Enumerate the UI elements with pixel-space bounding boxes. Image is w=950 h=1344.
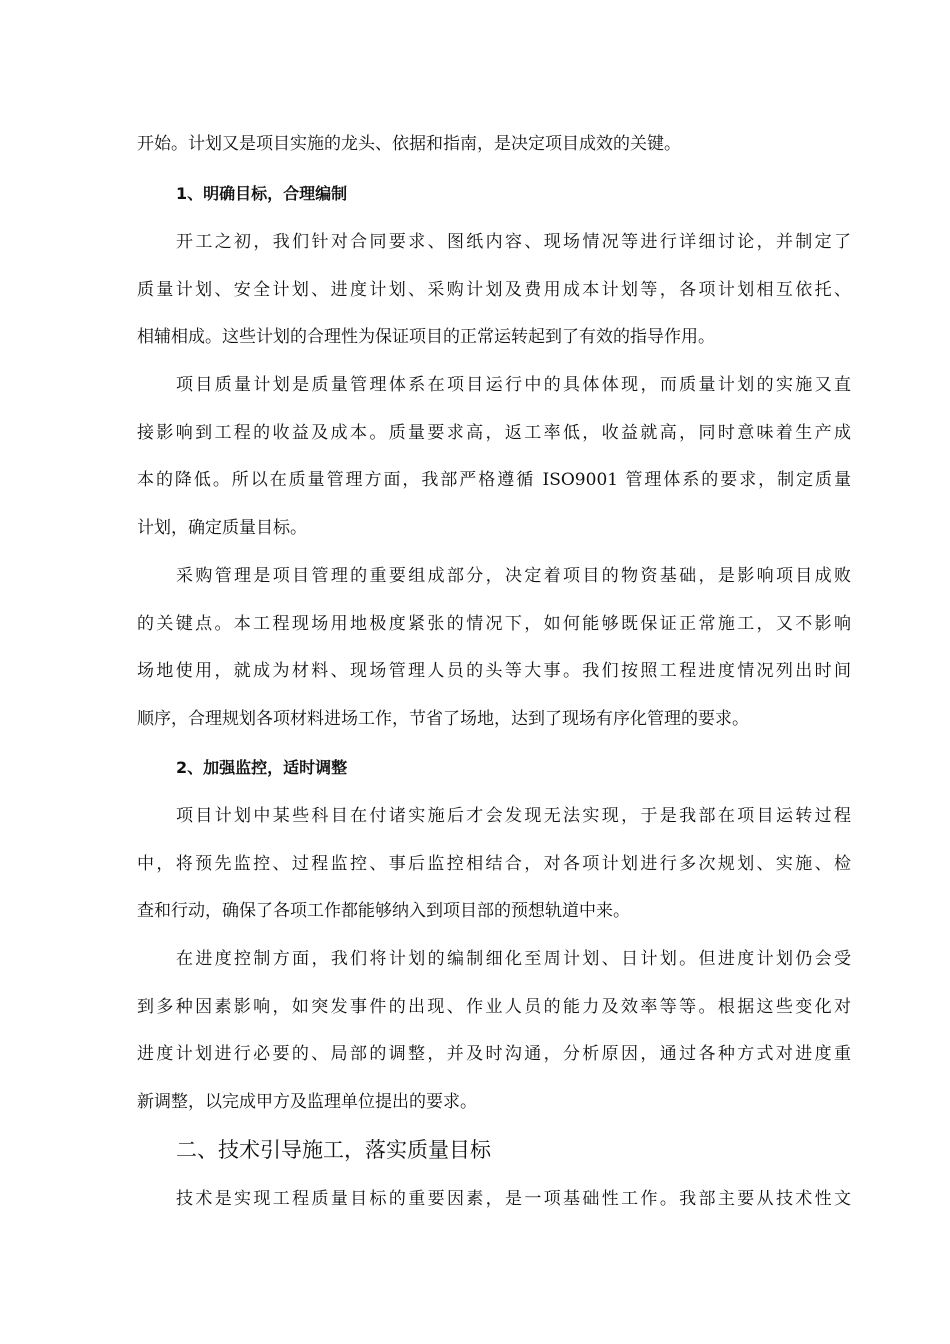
para4-line3: 查和行动，确保了各项工作都能够纳入到项目部的预想轨道中来。 <box>137 901 630 921</box>
para2-line4: 计划，确定质量目标。 <box>137 518 307 538</box>
para5-line3: 进度计划进行必要的、局部的调整，并及时沟通，分析原因，通过各种方式对进度重 <box>137 1044 851 1064</box>
para3-line3: 场地使用，就成为材料、现场管理人员的头等大事。我们按照工程进度情况列出时间 <box>137 661 851 681</box>
section-title: 二、技术引导施工，落实质量目标 <box>176 1138 491 1162</box>
para1-line2: 质量计划、安全计划、进度计划、采购计划及费用成本计划等，各项计划相互依托、 <box>137 280 851 300</box>
para4-line2: 中，将预先监控、过程监控、事后监控相结合，对各项计划进行多次规划、实施、检 <box>137 854 851 874</box>
para1-line1: 开工之初，我们针对合同要求、图纸内容、现场情况等进行详细讨论，并制定了 <box>176 232 851 252</box>
para2-line2: 接影响到工程的收益及成本。质量要求高，返工率低，收益就高，同时意味着生产成 <box>137 423 851 443</box>
heading-1: 1、明确目标，合理编制 <box>176 184 348 203</box>
para5-line1: 在进度控制方面，我们将计划的编制细化至周计划、日计划。但进度计划仍会受 <box>176 949 851 969</box>
para3-line2: 的关键点。本工程现场用地极度紧张的情况下，如何能够既保证正常施工，又不影响 <box>137 614 851 634</box>
para2-line1: 项目质量计划是质量管理体系在项目运行中的具体体现，而质量计划的实施又直 <box>176 375 851 395</box>
para3-line1: 采购管理是项目管理的重要组成部分，决定着项目的物资基础，是影响项目成败 <box>176 566 851 586</box>
heading-2: 2、加强监控，适时调整 <box>176 758 348 777</box>
para5-line2: 到多种因素影响，如突发事件的出现、作业人员的能力及效率等等。根据这些变化对 <box>137 997 851 1017</box>
para3-line4: 顺序，合理规划各项材料进场工作，节省了场地，达到了现场有序化管理的要求。 <box>137 709 749 729</box>
para6-line1: 技术是实现工程质量目标的重要因素，是一项基础性工作。我部主要从技术性文 <box>176 1189 851 1209</box>
para1-line3: 相辅相成。这些计划的合理性为保证项目的正常运转起到了有效的指导作用。 <box>137 327 715 347</box>
intro-line: 开始。计划又是项目实施的龙头、依据和指南，是决定项目成效的关键。 <box>137 134 681 154</box>
para4-line1: 项目计划中某些科目在付诸实施后才会发现无法实现，于是我部在项目运转过程 <box>176 806 851 826</box>
para5-line4: 新调整，以完成甲方及监理单位提出的要求。 <box>137 1092 477 1112</box>
para2-line3: 本的降低。所以在质量管理方面，我部严格遵循 ISO9001 管理体系的要求，制定质量 <box>137 470 851 490</box>
